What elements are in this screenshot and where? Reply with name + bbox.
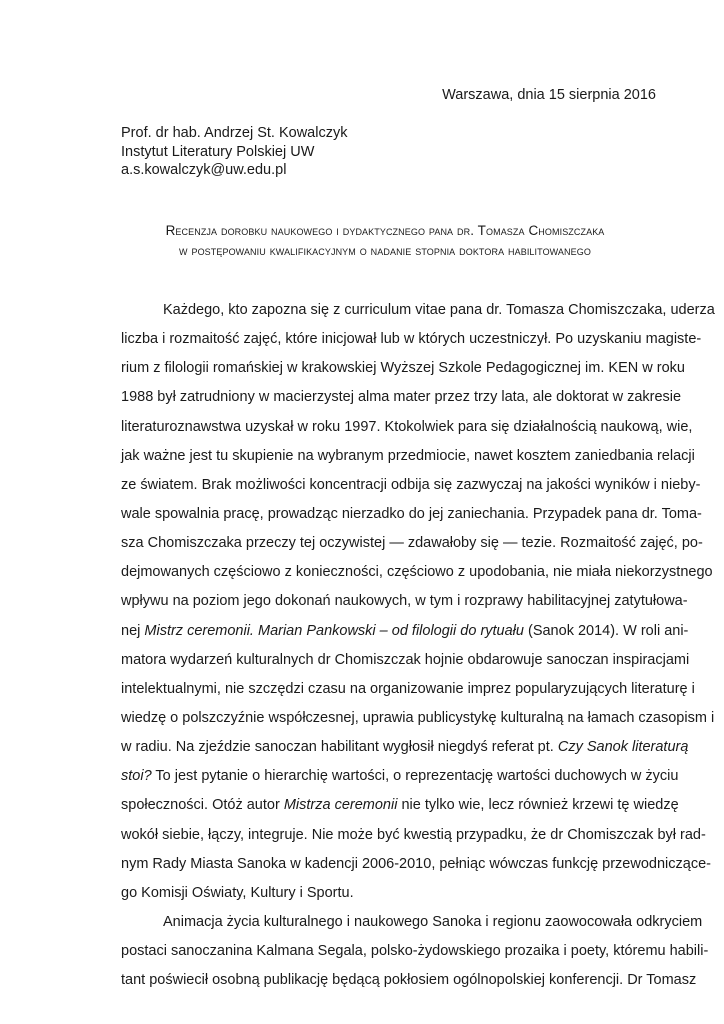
sender-email: a.s.kowalczyk@uw.edu.pl [121, 162, 287, 178]
body-line: ze światem. Brak możliwości koncentracji odbija się zazwyczaj na jakości wyników i nieby- [121, 476, 701, 493]
body-line: matora wydarzeń kulturalnych dr Chomiszczak hojnie obdarowuje sanoczan inspiracjami [121, 651, 690, 668]
body-line: nej Mistrz ceremonii. Marian Pankowski – od filologii do rytuału (Sanok 2014). W roli ani- [121, 622, 689, 639]
review-title-line: Recenzja dorobku naukowego i dydaktycznego pana dr. Tomasza Chomiszczaka [165, 223, 605, 238]
body-line: rium z filologii romańskiej w krakowskiej Wyższej Szkole Pedagogicznej im. KEN w roku [121, 360, 685, 377]
body-line: liczba i rozmaitość zajęć, które inicjował lub w których uczestniczył. Po uzyskaniu magiste- [121, 331, 702, 348]
body-line: literaturoznawstwa uzyskał w roku 1997. Ktokolwiek para się działalnością naukową, wie, [121, 418, 693, 435]
sender-institution: Instytut Literatury Polskiej UW [121, 143, 315, 160]
body-line: nym Rady Miasta Sanoka w kadencji 2006-2010, pełniąc wówczas funkcję przewodniczące- [121, 855, 711, 872]
body-line: go Komisji Oświaty, Kultury i Sportu. [121, 884, 354, 901]
italic-title: Mistrza ceremonii [283, 797, 398, 814]
body-line: postaci sanoczanina Kalmana Segala, polsko-żydowskiego prozaika i poety, któremu habili- [121, 943, 709, 960]
body-line: wiedzę o polszczyźnie współczesnej, uprawia publicystykę kulturalną na łamach czasopism i [121, 709, 715, 726]
body-line: Animacja życia kulturalnego i naukowego Sanoka i regionu zaowocowała odkryciem [163, 913, 703, 930]
body-line: społeczności. Otóż autor Mistrza ceremonii nie tylko wie, lecz również krzewi tę wiedzę [121, 797, 679, 814]
review-title [90, 221, 680, 261]
sender-block [121, 124, 347, 180]
body-line: stoi? To jest pytanie o hierarchię wartości, o reprezentację wartości duchowych w życiu [121, 768, 679, 785]
body-line: wpływu na poziom jego dokonań naukowych, w tym i rozprawy habilitacyjnej zatytułowa- [121, 593, 688, 610]
sender-name: Prof. dr hab. Andrzej St. Kowalczyk [121, 125, 348, 141]
italic-title: Czy Sanok literaturą [557, 739, 689, 756]
body-line: dejmowanych częściowo z konieczności, częściowo z upodobania, nie miała niekorzystnego [121, 564, 713, 581]
body-line: sza Chomiszczaka przeczy tej oczywistej — zdawałoby się — tezie. Rozmaitość zajęć, po- [121, 535, 703, 552]
body-line: wale spowalnia pracę, prowadząc nierzadko do jej zaniechania. Przypadek pana dr. Toma- [121, 505, 702, 522]
body-line: Każdego, kto zapozna się z curriculum vitae pana dr. Tomasza Chomiszczaka, uderza [163, 302, 715, 318]
review-body [121, 296, 715, 995]
body-line: jak ważne jest tu skupienie na wybranym przedmiocie, nawet kosztem zaniedbania relacji [121, 447, 695, 464]
body-line: w radiu. Na zjeździe sanoczan habilitant wygłosił niegdyś referat pt. Czy Sanok literaturą [121, 739, 689, 756]
body-line: intelektualnymi, nie szczędzi czasu na organizowanie imprez popularyzujących literaturę i [121, 680, 695, 697]
letter-date: Warszawa, dnia 15 sierpnia 2016 [442, 87, 656, 103]
body-line: wokół siebie, łączy, integruje. Nie może być kwestią przypadku, że dr Chomiszczak był rad- [121, 826, 706, 843]
review-title-line: w postępowaniu kwalifikacyjnym o nadanie stopnia doktora habilitowanego [179, 243, 591, 258]
body-line: tant poświecił osobną publikację będącą pokłosiem ogólnopolskiej konferencji. Dr Tomasz [121, 972, 697, 989]
body-line: 1988 był zatrudniony w macierzystej alma mater przez trzy lata, ale doktorat w zakresie [121, 389, 682, 406]
italic-title: Mistrz ceremonii. Marian Pankowski – od filologii do rytuału [144, 622, 524, 639]
italic-title: stoi? [121, 768, 152, 785]
